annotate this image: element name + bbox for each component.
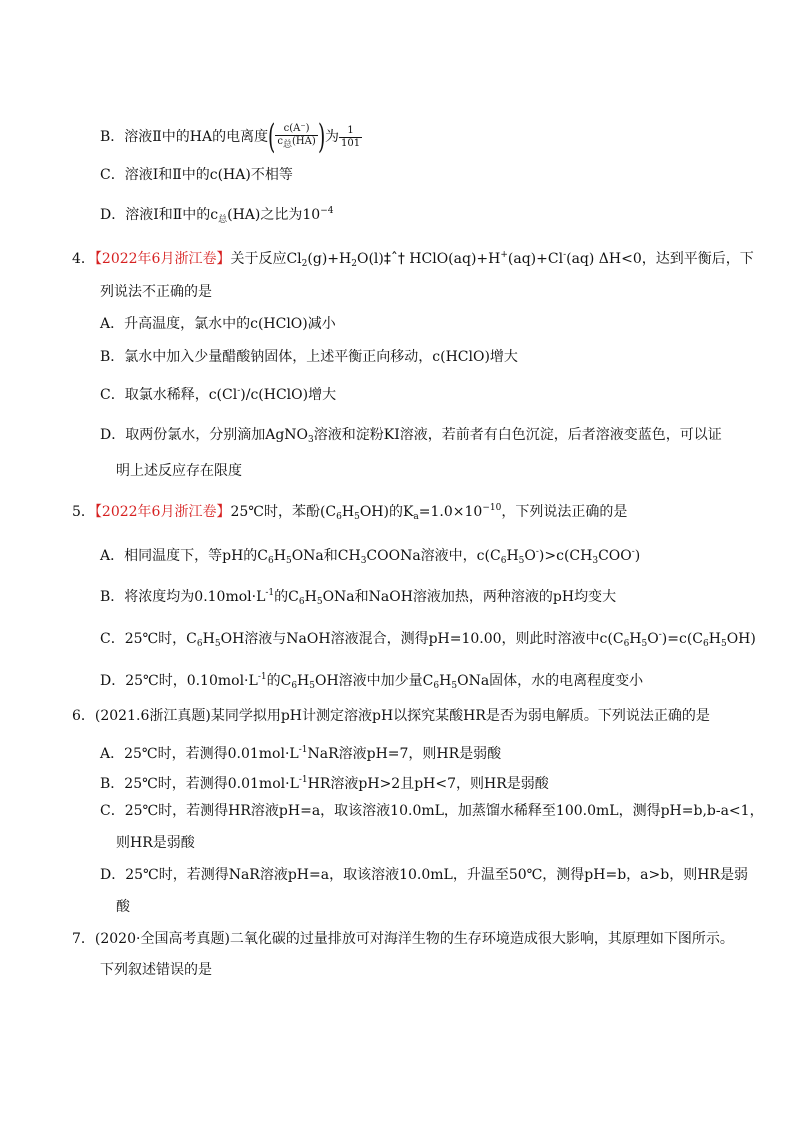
q4-t2: (g)+H	[307, 251, 352, 267]
q4-d-t1: D．取两份氯水，分别滴加AgNO	[100, 427, 309, 443]
q5-number: 5．	[72, 504, 95, 520]
q5-a-sup2: -	[631, 547, 635, 557]
q5-d-s2: 5	[309, 681, 315, 691]
q4-option-d-line2: 明上述反应存在限度	[116, 463, 242, 479]
q5-c-sup: -	[658, 630, 662, 640]
q5-c-t3: OH溶液与NaOH溶液混合，测得pH=10.00，则此时溶液中c(C	[220, 631, 624, 647]
q5-option-b	[100, 583, 616, 612]
q6-b-t1: B．25℃时，若测得0.01mol·L	[100, 776, 299, 792]
q5-b-sup: -1	[265, 588, 275, 598]
q5-d-t3: H	[297, 673, 310, 689]
q5-a-s3: 3	[360, 556, 367, 566]
q5-s2: 5	[354, 512, 360, 522]
den-tail: (HA)	[292, 136, 316, 147]
q4-sup1: +	[500, 250, 508, 260]
q5-c-t6: )=c(C	[661, 631, 703, 647]
q4-d-t2: 溶液和淀粉KI溶液，若前者有白色沉淀，后者溶液变蓝色，可以证	[313, 427, 722, 443]
q3-b-text: B．溶液Ⅱ中的HA的电离度	[100, 129, 269, 145]
q5-b-t3: H	[304, 589, 317, 605]
q4-option-a: A．升高温度，氯水中的c(HClO)减小	[100, 316, 336, 332]
q5-option-c	[100, 625, 756, 654]
q5-b-s2: 5	[316, 597, 323, 607]
q5-c-s2: 5	[214, 639, 221, 649]
q5-c-s4: 5	[641, 639, 648, 649]
right-paren: )	[317, 117, 326, 157]
equilibrium-arrow-icon: ‡ˆ†	[383, 251, 405, 267]
q3-b-value-fraction	[339, 125, 362, 150]
q5-a-t7: )>c(CH	[538, 548, 593, 564]
q5-c-s1: 6	[196, 639, 203, 649]
q5-b-s1: 6	[298, 597, 305, 607]
q5-a-t2: H	[273, 548, 286, 564]
q5-c-t4: H	[629, 631, 642, 647]
q5-d-t1: D．25℃时，0.10mol·L	[100, 673, 258, 689]
q6-b-sup: -1	[298, 775, 308, 785]
fraction-numerator: c(A⁻)	[275, 123, 317, 136]
q5-a-t1: A．相同温度下，等pH的C	[100, 548, 268, 564]
q3-b-mid: 为	[325, 129, 340, 145]
q4-sup2: -	[563, 250, 567, 260]
q5-d-t4: OH溶液中加少量C	[315, 673, 434, 689]
q5-a-t9: )	[634, 548, 641, 564]
q3-d-mid: (HA)之比为10	[227, 207, 321, 223]
q5-d-t5: H	[439, 673, 452, 689]
q4-option-d	[100, 425, 722, 450]
q4-c-t2: )/c(HClO)增大	[240, 387, 337, 403]
q5-t3: OH)的K	[359, 504, 414, 520]
q6-option-c: C．25℃时，若测得HR溶液pH=a，取该溶液10.0mL，加蒸馏水稀释至100.0mL，测得pH=b,b-a<1，	[100, 803, 764, 819]
q4-t3: O(l)	[356, 251, 384, 267]
q4-stem-line2: 列说法不正确的是	[100, 284, 212, 300]
q5-d-s1: 6	[291, 681, 298, 691]
q4-option-c	[100, 381, 336, 405]
q3-option-b	[100, 117, 362, 157]
q4-t1: 关于反应Cl	[230, 251, 302, 267]
q5-c-s5: 6	[703, 639, 709, 649]
q4-stem	[72, 245, 754, 274]
q4-option-b: B．氯水中加入少量醋酸钠固体，上述平衡正向移动，c(HClO)增大	[100, 349, 518, 365]
q5-t1: 25℃时，苯酚(C	[230, 504, 337, 520]
q4-t6: (aq) ΔH<0，达到平衡后，下	[566, 251, 754, 267]
q5-a-t4: COONa溶液中，c(C	[366, 548, 501, 564]
q5-a-sup1: -	[535, 547, 539, 557]
q5-a-t8: COO	[598, 548, 632, 564]
q4-source: 【2022年6月浙江卷】	[94, 251, 231, 267]
q5-source: 【2022年6月浙江卷】	[94, 504, 231, 520]
q5-a-s1: 6	[268, 556, 274, 566]
q5-sup1: −10	[482, 503, 502, 513]
q4-number: 4．	[72, 251, 95, 267]
q3-option-d	[100, 201, 333, 230]
left-paren: (	[268, 117, 276, 157]
value-denominator: 101	[341, 137, 361, 149]
q5-a-t6: O	[524, 548, 536, 564]
q6-option-a	[100, 740, 501, 764]
q5-d-s3: 6	[433, 681, 440, 691]
q3-d-sup: −4	[320, 206, 334, 216]
q7-stem: 7．(2020·全国高考真题)二氧化碳的过量排放可对海洋生物的生存环境造成很大影响，其原理如下图所示。	[72, 931, 734, 947]
q5-c-s6: 5	[720, 639, 727, 649]
q5-b-t2: 的C	[274, 589, 299, 605]
q5-c-t7: H	[708, 631, 721, 647]
q6-option-d-line2: 酸	[116, 899, 130, 915]
q6-a-t1: A．25℃时，若测得0.01mol·L	[100, 746, 299, 762]
q4-d-sub: 3	[308, 435, 314, 445]
q5-c-t5: O	[647, 631, 659, 647]
q5-a-t5: H	[506, 548, 519, 564]
q5-d-sup: -1	[257, 672, 267, 682]
q5-t4: =1.0×10	[418, 504, 483, 520]
fraction-denominator	[275, 136, 317, 151]
q6-b-t2: HR溶液pH>2且pH<7，则HR是弱酸	[307, 776, 549, 792]
q7-stem-line2: 下列叙述错误的是	[100, 962, 212, 978]
q4-c-sup: -	[237, 386, 241, 396]
q4-t5: (aq)+Cl	[507, 251, 564, 267]
q5-b-t4: ONa和NaOH溶液加热，两种溶液的pH均变大	[322, 589, 617, 605]
q5-a-s5: 5	[518, 556, 525, 566]
q3-option-c: C．溶液Ⅰ和Ⅱ中的c(HA)不相等	[100, 167, 293, 183]
q5-s1: 6	[336, 512, 342, 522]
q5-d-t2: 的C	[266, 673, 292, 689]
q5-t5: ，下列说法正确的是	[501, 504, 628, 520]
q5-stem	[72, 498, 627, 527]
q3-d-sub: 总	[218, 215, 228, 225]
q5-c-t8: OH)	[726, 631, 756, 647]
q5-a-s2: 5	[285, 556, 292, 566]
q5-c-t1: C．25℃时，C	[100, 631, 197, 647]
den-c: c	[277, 136, 283, 147]
value-numerator: 1	[339, 125, 362, 138]
q5-c-s3: 6	[623, 639, 630, 649]
q5-c-t2: H	[202, 631, 215, 647]
q6-option-b	[100, 770, 549, 794]
q4-s1: 2	[301, 259, 308, 269]
q4-s2: 2	[351, 259, 357, 269]
q3-b-fraction	[275, 123, 317, 151]
q5-s3: a	[413, 512, 419, 522]
q6-a-t2: NaR溶液pH=7，则HR是弱酸	[307, 746, 502, 762]
q5-d-s4: 5	[451, 681, 458, 691]
q4-t4: HClO(aq)+H	[404, 251, 501, 267]
den-sub: 总	[283, 140, 293, 150]
q6-a-sup: -1	[298, 745, 308, 755]
q6-option-d: D．25℃时，若测得NaR溶液pH=a，取该溶液10.0mL，升温至50℃，测得pH=b，a>b，则HR是弱	[100, 867, 748, 883]
q5-d-t6: ONa固体，水的电离程度变小	[457, 673, 644, 689]
q5-a-s6: 3	[592, 556, 599, 566]
q6-stem: 6．(2021.6浙江真题)某同学拟用pH计测定溶液pH以探究某酸HR是否为弱电解质。下列说法正确的是	[72, 708, 710, 724]
q3-d-text: D．溶液Ⅰ和Ⅱ中的c	[100, 207, 219, 223]
q6-option-c-line2: 则HR是弱酸	[116, 835, 195, 851]
q5-option-d	[100, 667, 643, 696]
q5-t2: H	[341, 504, 355, 520]
q5-a-s4: 6	[500, 556, 507, 566]
q4-c-t1: C．取氯水稀释，c(Cl	[100, 387, 238, 403]
q5-option-a	[100, 542, 640, 571]
q5-b-t1: B．将浓度均为0.10mol·L	[100, 589, 266, 605]
q5-a-t3: ONa和CH	[291, 548, 361, 564]
